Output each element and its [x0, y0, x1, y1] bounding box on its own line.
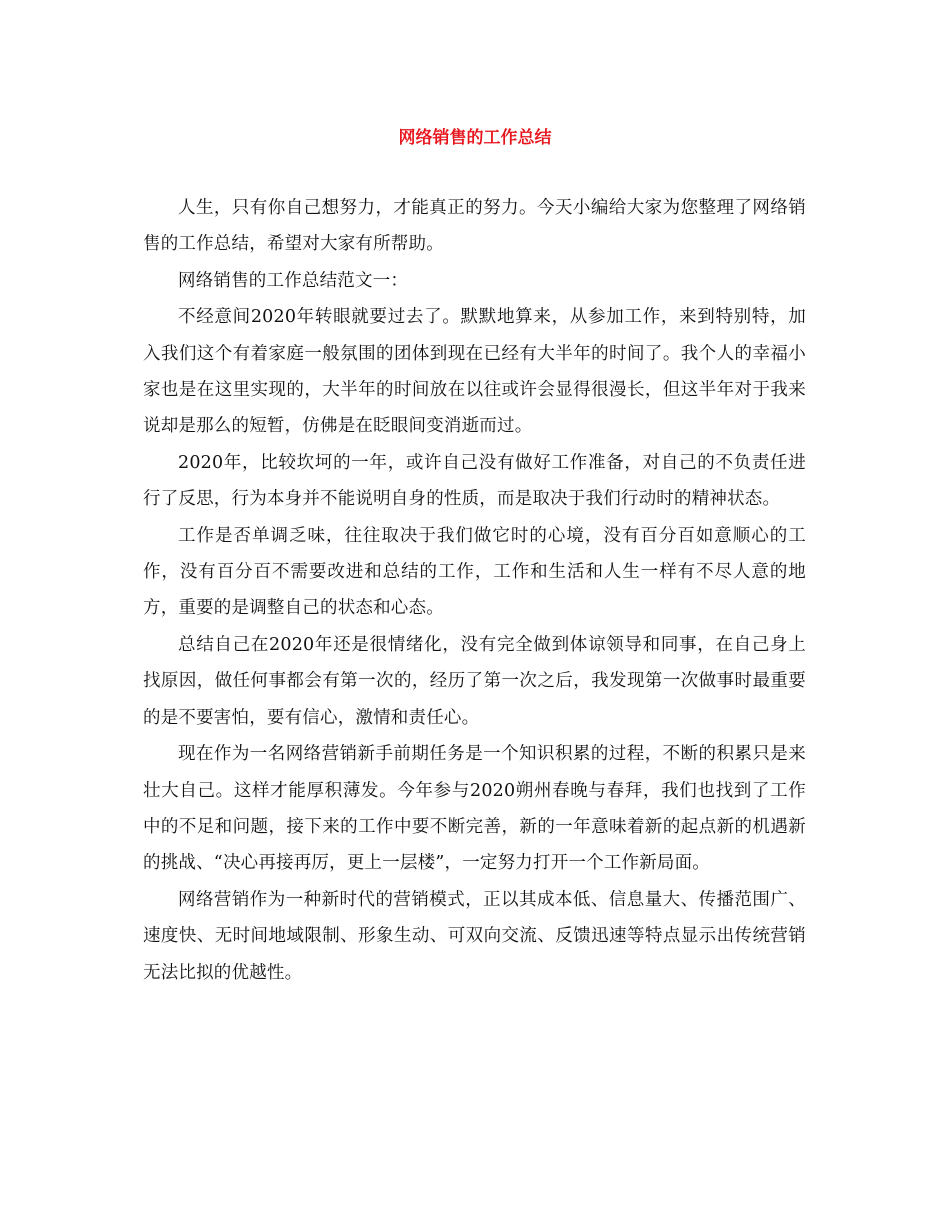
paragraph-body: 不经意间2020年转眼就要过去了。默默地算来，从参加工作，来到特别特，加入我们这个有着家庭一般氛围的团体到现在已经有大半年的时间了。我个人的幸福小家也是在这里实现的，大半年的时间放在以往或许会显得很漫长，但这半年对于我来说却是那么的短暂，仿佛是在眨眼间变消逝而过。 [143, 307, 806, 437]
document-title: 网络销售的工作总结 [398, 128, 552, 148]
paragraph-body: 2020年，比较坎坷的一年，或许自己没有做好工作准备，对自己的不负责任进行了反思，行为本身并不能说明自身的性质，而是取决于我们行动时的精神状态。 [143, 452, 806, 510]
paragraph-body: 工作是否单调乏味，往往取决于我们做它时的心境，没有百分百如意顺心的工作，没有百分百不需要改进和总结的工作，工作和生活和人生一样有不尽人意的地方，重要的是调整自己的状态和心态。 [143, 525, 806, 619]
paragraph-body: 网络营销作为一种新时代的营销模式，正以其成本低、信息量大、传播范围广、速度快、无时间地域限制、形象生动、可双向交流、反馈迅速等特点显示出传统营销无法比拟的优越性。 [143, 889, 806, 983]
paragraph-intro: 人生，只有你自己想努力，才能真正的努力。今天小编给大家为您整理了网络销售的工作总结，希望对大家有所帮助。 [143, 198, 806, 255]
paragraph-body: 现在作为一名网络营销新手前期任务是一个知识积累的过程，不断的积累只是来壮大自己。这样才能厚积薄发。今年参与2020朔州春晚与春拜，我们也找到了工作中的不足和问题，接下来的工作中要不断完善，新的一年意味着新的起点新的机遇新的挑战、“决心再接再厉，更上一层楼”，一定努力打开一个工作新局面。 [143, 744, 806, 874]
document-body [143, 190, 806, 991]
paragraph-body: 总结自己在2020年还是很情绪化，没有完全做到体谅领导和同事，在自己身上找原因，做任何事都会有第一次的，经历了第一次之后，我发现第一次做事时最重要的是不要害怕，要有信心，激情和责任心。 [143, 634, 806, 728]
paragraph-section-heading: 网络销售的工作总结范文一： [178, 270, 409, 291]
